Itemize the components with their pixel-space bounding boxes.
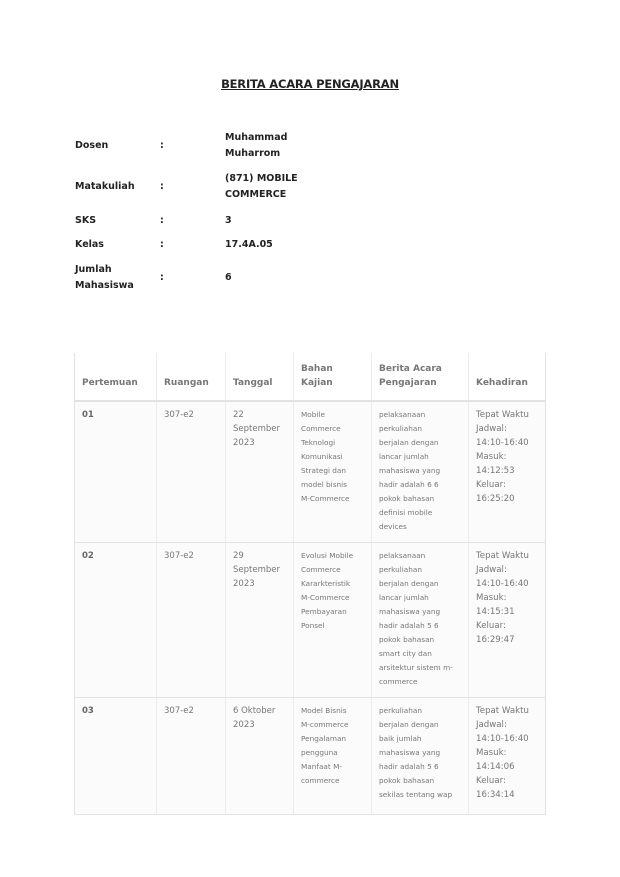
- info-row-kelas: [75, 232, 375, 258]
- cell-line: pokok bahasan: [379, 635, 435, 644]
- info-colon: :: [160, 239, 164, 250]
- cell-line: Keluar:: [476, 776, 506, 786]
- table-row: [75, 401, 546, 543]
- info-value: 6: [225, 272, 232, 283]
- header-bahan-kajian: [294, 353, 372, 401]
- header-line: Bahan: [301, 364, 333, 374]
- cell-line: Keluar:: [476, 480, 506, 490]
- cell-ruangan: 307-e2: [157, 543, 226, 698]
- cell-line: Teknologi: [301, 438, 336, 447]
- cell-line: pokok bahasan: [379, 776, 435, 785]
- cell-line: Masuk:: [476, 593, 507, 603]
- cell-line: 16:34:14: [476, 790, 515, 800]
- cell-line: berjalan dengan: [379, 579, 439, 588]
- header-kehadiran: [469, 353, 546, 401]
- cell-line: Jadwal:: [476, 720, 507, 730]
- cell-line: mahasiswa yang: [379, 466, 441, 475]
- cell-line: M-Commerce: [301, 593, 350, 602]
- header-line: Tanggal: [233, 378, 273, 388]
- cell-line: perkuliahan: [379, 424, 422, 433]
- cell-kehadiran: [469, 543, 546, 698]
- cell-line: 14:14:06: [476, 762, 515, 772]
- cell-bahan-kajian: [294, 401, 372, 543]
- cell-line: Tepat Waktu: [476, 551, 529, 561]
- cell-line: berjalan dengan: [379, 438, 439, 447]
- cell-line: 14:12:53: [476, 466, 515, 476]
- cell-line: Masuk:: [476, 748, 507, 758]
- cell-line: baik jumlah: [379, 734, 422, 743]
- cell-line: 29: [233, 551, 244, 561]
- info-value: [225, 130, 315, 162]
- info-label: SKS: [75, 215, 97, 226]
- cell-tanggal: [226, 698, 294, 815]
- cell-line: pelaksanaan: [379, 551, 426, 560]
- info-row-matakuliah: [75, 164, 375, 210]
- cell-line: sekilas tentang wap: [379, 790, 453, 799]
- cell-bahan-kajian: [294, 698, 372, 815]
- cell-line: Evolusi Mobile: [301, 551, 354, 560]
- info-colon: :: [160, 272, 164, 283]
- cell-tanggal: [226, 543, 294, 698]
- cell-line: mahasiswa yang: [379, 607, 441, 616]
- info-row-dosen: [75, 128, 375, 164]
- cell-pertemuan: 03: [75, 698, 157, 815]
- table-row: [75, 698, 546, 815]
- info-row-sks: [75, 210, 375, 232]
- header-tanggal: [226, 353, 294, 401]
- cell-berita-acara: [372, 543, 469, 698]
- cell-line: 16:29:47: [476, 635, 515, 645]
- cell-line: 14:10-16:40: [476, 438, 529, 448]
- cell-line: 2023: [233, 438, 255, 448]
- cell-line: 14:10-16:40: [476, 579, 529, 589]
- header-line: Pertemuan: [82, 378, 138, 388]
- cell-line: Jadwal:: [476, 565, 507, 575]
- cell-line: 2023: [233, 720, 255, 730]
- info-label-line: Mahasiswa: [75, 280, 134, 291]
- cell-ruangan: 307-e2: [157, 698, 226, 815]
- cell-kehadiran: [469, 401, 546, 543]
- header-pertemuan: [75, 353, 157, 401]
- cell-line: Komunikasi: [301, 452, 343, 461]
- table-header-row: [75, 353, 546, 401]
- cell-line: devices: [379, 522, 407, 531]
- cell-line: Masuk:: [476, 452, 507, 462]
- cell-line: Kararkteristik: [301, 579, 351, 588]
- cell-line: September: [233, 565, 280, 575]
- info-colon: :: [160, 140, 164, 151]
- cell-line: hadir adalah 6 6: [379, 480, 439, 489]
- cell-line: Mobile: [301, 410, 325, 419]
- info-value-line: COMMERCE: [225, 189, 287, 200]
- info-label-line: Jumlah: [75, 264, 112, 275]
- info-value: 3: [225, 215, 232, 226]
- info-value: 17.4A.05: [225, 239, 273, 250]
- cell-line: 22: [233, 410, 244, 420]
- cell-line: berjalan dengan: [379, 720, 439, 729]
- cell-line: Ponsel: [301, 621, 325, 630]
- cell-pertemuan: 01: [75, 401, 157, 543]
- cell-line: definisi mobile: [379, 508, 433, 517]
- info-value-line: Muhammad: [225, 132, 288, 143]
- cell-kehadiran: [469, 698, 546, 815]
- header-line: Kajian: [301, 378, 333, 388]
- cell-line: 16:25:20: [476, 494, 515, 504]
- info-value-line: (871) MOBILE: [225, 173, 298, 184]
- header-line: Pengajaran: [379, 378, 437, 388]
- info-label: Dosen: [75, 140, 109, 151]
- cell-tanggal: [226, 401, 294, 543]
- cell-berita-acara: [372, 698, 469, 815]
- header-line: Berita Acara: [379, 364, 442, 374]
- cell-line: September: [233, 424, 280, 434]
- cell-berita-acara: [372, 401, 469, 543]
- header-ruangan: [157, 353, 226, 401]
- info-value-line: Muharrom: [225, 148, 281, 159]
- cell-line: commerce: [379, 677, 418, 686]
- cell-line: smart city dan: [379, 649, 432, 658]
- cell-line: hadir adalah 5 6: [379, 621, 439, 630]
- info-colon: :: [160, 181, 164, 192]
- info-label: Kelas: [75, 239, 104, 250]
- cell-line: Commerce: [301, 565, 341, 574]
- cell-line: pelaksanaan: [379, 410, 426, 419]
- cell-line: Strategi dan: [301, 466, 347, 475]
- cell-line: M-Commerce: [301, 494, 350, 503]
- info-section: [75, 128, 375, 298]
- cell-line: Jadwal:: [476, 424, 507, 434]
- cell-ruangan: 307-e2: [157, 401, 226, 543]
- cell-line: hadir adalah 5 6: [379, 762, 439, 771]
- cell-bahan-kajian: [294, 543, 372, 698]
- cell-line: Model Bisnis: [301, 706, 347, 715]
- cell-line: lancar jumlah: [379, 452, 429, 461]
- table-row: [75, 543, 546, 698]
- cell-line: Manfaat M-: [301, 762, 343, 771]
- header-line: Kehadiran: [476, 378, 528, 388]
- info-value: [225, 171, 315, 203]
- cell-line: model bisnis: [301, 480, 347, 489]
- info-colon: :: [160, 215, 164, 226]
- cell-line: lancar jumlah: [379, 593, 429, 602]
- attendance-table: [74, 353, 546, 815]
- cell-line: Pembayaran: [301, 607, 347, 616]
- cell-line: Tepat Waktu: [476, 706, 529, 716]
- cell-line: arsitektur sistem m-: [379, 663, 453, 672]
- cell-line: perkuliahan: [379, 565, 422, 574]
- info-label: [75, 262, 160, 294]
- info-label: Matakuliah: [75, 181, 135, 192]
- cell-line: perkuliahan: [379, 706, 422, 715]
- cell-line: pengguna: [301, 748, 338, 757]
- cell-line: pokok bahasan: [379, 494, 435, 503]
- cell-line: Tepat Waktu: [476, 410, 529, 420]
- cell-line: 14:15:31: [476, 607, 515, 617]
- header-berita-acara: [372, 353, 469, 401]
- info-row-jumlah-mahasiswa: [75, 258, 375, 298]
- cell-line: Keluar:: [476, 621, 506, 631]
- cell-line: 14:10-16:40: [476, 734, 529, 744]
- cell-pertemuan: 02: [75, 543, 157, 698]
- cell-line: M-commerce: [301, 720, 349, 729]
- cell-line: Commerce: [301, 424, 341, 433]
- cell-line: 6 Oktober: [233, 706, 276, 716]
- cell-line: commerce: [301, 776, 340, 785]
- cell-line: Pengalaman: [301, 734, 347, 743]
- header-line: Ruangan: [164, 378, 209, 388]
- document-title: BERITA ACARA PENGAJARAN: [221, 77, 399, 91]
- cell-line: 2023: [233, 579, 255, 589]
- cell-line: mahasiswa yang: [379, 748, 441, 757]
